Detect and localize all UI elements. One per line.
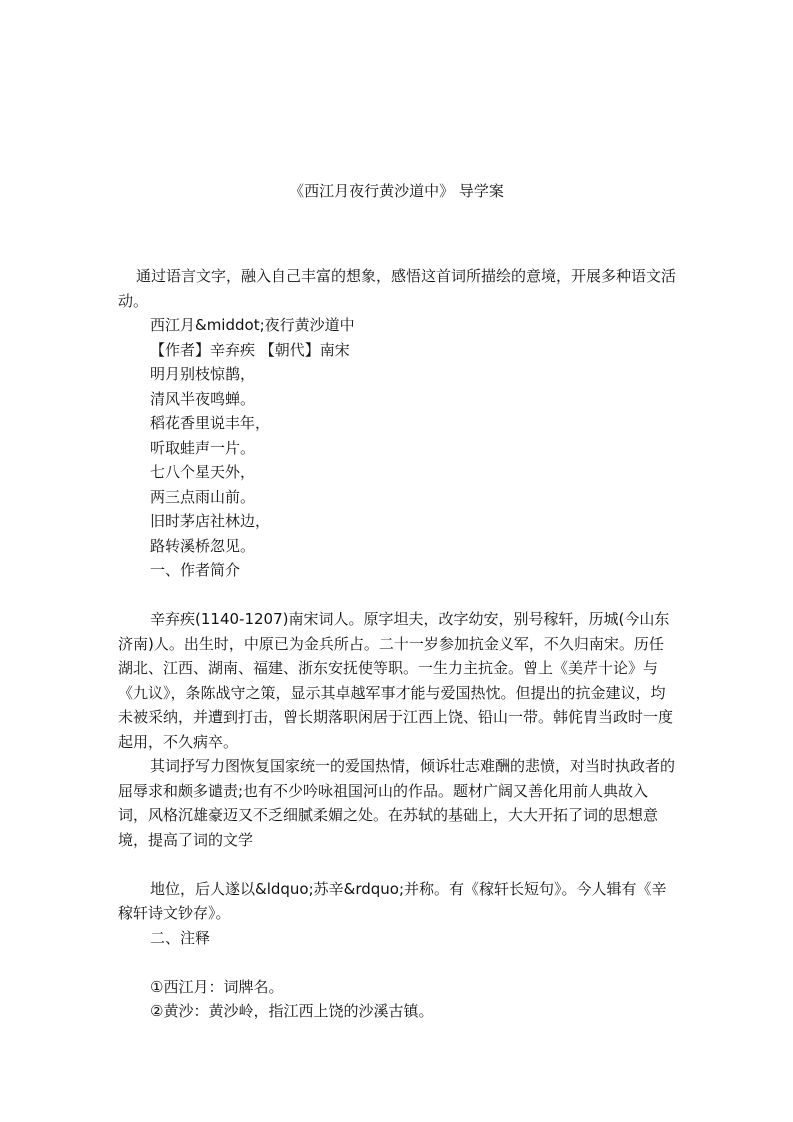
bio-paragraph: 其词抒写力图恢复国家统一的爱国热情，倾诉壮志难酬的悲愤，对当时执政者的屈辱求和颇多谴责;也有不少吟咏祖国河山的作品。题材广阔又善化用前人典故入词，风格沉雄豪迈又不乏细腻柔媚之处。在苏轼的基础上，大大开拓了词的思想意境，提高了词的文学 xyxy=(118,757,676,849)
document-title: 《西江月夜行黄沙道中》 导学案 xyxy=(289,182,504,200)
document-body xyxy=(118,264,678,1024)
author-line: 【作者】辛弃疾 【朝代】南宋 xyxy=(150,340,350,359)
bio-paragraph: 地位，后人遂以&ldquo;苏辛&rdquo;并称。有《稼轩长短句》。今人辑有《辛稼轩诗文钞存》。 xyxy=(118,879,667,922)
poem-line: 明月别枝惊鹊， xyxy=(150,365,256,383)
poem-line: 听取蛙声一片。 xyxy=(150,438,256,457)
poem-line: 路转溪桥忽见。 xyxy=(150,536,256,555)
section-heading-notes: 二、注释 xyxy=(150,928,211,947)
intro-paragraph: 通过语言文字，融入自己丰富的想象，感悟这首词所描绘的意境，开展多种语文活动。 xyxy=(118,267,677,310)
bio-paragraph: 辛弃疾(1140-1207)南宋词人。原字坦夫，改字幼安，别号稼轩，历城(今山东济南)人。出生时，中原已为金兵所占。二十一岁参加抗金义军，不久归南宋。历任湖北、江西、湖南、福建、浙东安抚使等职。一生力主抗金。曾上《美芹十论》与《九议》，条陈战守之策，显示其卓越军事才能与爱国热忱。但提出的抗金建议，均未被采纳，并遭到打击，曾长期落职闲居于江西上饶、铅山一带。韩侂胄当政时一度起用，不久病卒。 xyxy=(118,610,674,751)
blank-line xyxy=(118,852,678,877)
blank-line xyxy=(118,950,678,975)
note-item: ①西江月：词牌名。 xyxy=(150,977,284,996)
poem-title: 西江月&middot;夜行黄沙道中 xyxy=(150,316,355,334)
section-heading-author: 一、作者简介 xyxy=(150,561,241,579)
blank-line xyxy=(118,583,678,608)
poem-line: 清风半夜鸣蝉。 xyxy=(150,389,256,408)
poem-line: 两三点雨山前。 xyxy=(150,487,256,506)
note-item: ②黄沙：黄沙岭，指江西上饶的沙溪古镇。 xyxy=(150,1002,434,1020)
poem-line: 稻花香里说丰年， xyxy=(150,414,271,432)
poem-line: 七八个星天外， xyxy=(150,463,256,481)
poem-line: 旧时茅店社林边， xyxy=(150,512,271,530)
